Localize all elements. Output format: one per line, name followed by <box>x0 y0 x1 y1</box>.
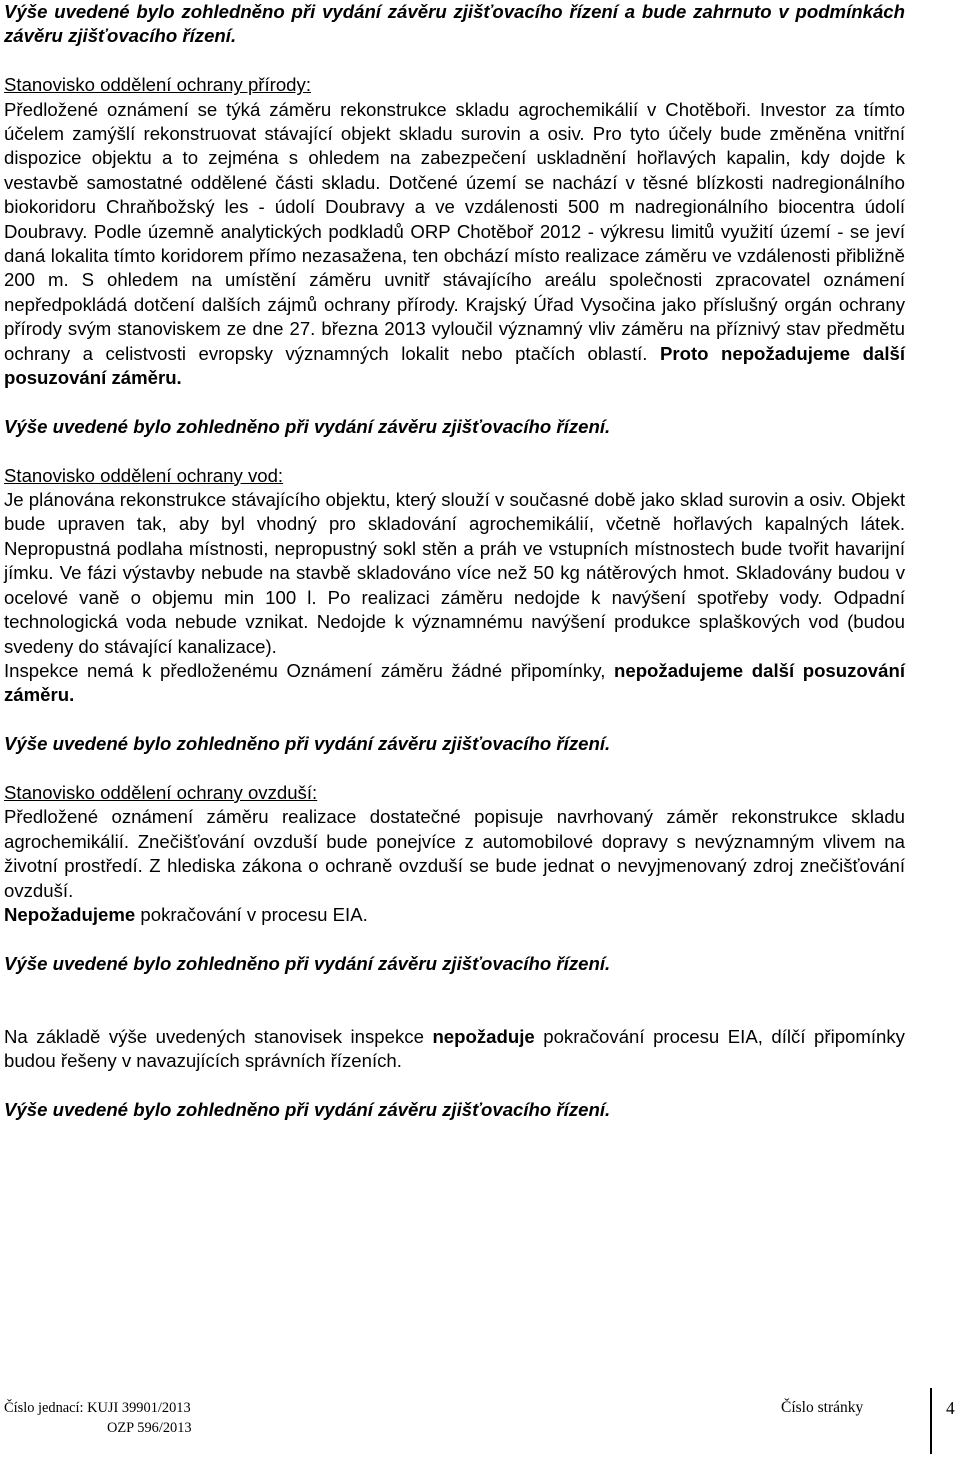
nature-protection-paragraph <box>4 98 905 391</box>
water-protection-paragraph-2 <box>4 659 905 708</box>
nature-protection-bold: Proto nepožadujeme další posuzování záměru. <box>4 342 905 389</box>
final-conclusion-text-a: Na základě výše uvedených stanovisek inspekce <box>4 1025 433 1047</box>
conclusion-note-1: Výše uvedené bylo zohledněno při vydání závěru zjišťovacího řízení a bude zahrnuto v podmínkách závěru zjišťovacího řízení. <box>4 1 905 47</box>
document-body <box>4 0 905 1123</box>
footer-divider <box>930 1388 932 1454</box>
air-protection-tail: pokračování v procesu EIA. <box>135 903 368 925</box>
air-protection-heading: Stanovisko oddělení ochrany ovzduší: <box>4 781 318 803</box>
conclusion-note-5: Výše uvedené bylo zohledněno při vydání závěru zjišťovacího řízení. <box>4 1099 611 1121</box>
reference-number-2: OZP 596/2013 <box>107 1420 192 1436</box>
water-protection-text: Je plánována rekonstrukce stávajícího objektu, který slouží v současné době jako sklad surovin a osiv. Objekt bude upraven tak, aby byl vhodný pro skladování agrochemikálií, včetně hořlavých kapalných látek. Nepropustná podlaha místnosti, nepropustný sokl stěn a práh ve vstupních místnostech bude tvořit havarijní jímku. Ve fázi výstavby nebude na stavbě skladováno více než 50 kg nátěrových hmot. Skladovány budou v ocelové vaně o objemu min 100 l. Po realizaci záměru nedojde k navýšení spotřeby vody. Odpadní technologická voda nebude vznikat. Nedojde k významnému navýšení produkce splaškových vod (budou svedeny do stávající kanalizace). <box>4 489 905 657</box>
conclusion-note-4: Výše uvedené bylo zohledněno při vydání závěru zjišťovacího řízení. <box>4 952 611 974</box>
conclusion-note-3: Výše uvedené bylo zohledněno při vydání závěru zjišťovacího řízení. <box>4 733 611 755</box>
air-protection-text: Předložené oznámení záměru realizace dostatečné popisuje navrhovaný záměr rekonstrukce skladu agrochemikálií. Znečišťování ovzduší bude ponejvíce z automobilové dopravy s nevýznamným vlivem na životní prostředí. Z hlediska zákona o ochraně ovzduší se bude jednat o nevyjmenovaný zdroj znečišťování ovzduší. <box>4 806 905 901</box>
water-protection-bold: nepožadujeme další posuzování záměru. <box>4 659 905 706</box>
reference-number: Číslo jednací: KUJI 39901/2013 <box>4 1400 191 1416</box>
conclusion-note-2: Výše uvedené bylo zohledněno při vydání závěru zjišťovacího řízení. <box>4 415 611 437</box>
final-conclusion-bold: nepožaduje <box>432 1025 535 1047</box>
air-protection-bold: Nepožadujeme <box>4 903 136 925</box>
final-conclusion-text-b: pokračování procesu EIA, dílčí připomínky budou řešeny v navazujících správních řízeních. <box>4 1025 905 1072</box>
nature-protection-heading: Stanovisko oddělení ochrany přírody: <box>4 74 311 96</box>
nature-protection-text: Předložené oznámení se týká záměru rekonstrukce skladu agrochemikálií v Chotěboři. Investor za tímto účelem zamýšlí rekonstruovat stávající objekt skladu surovin a osiv. Pro tyto účely bude změněna vnitřní dispozice objektu a to zejména s ohledem na zabezpečení uskladnění hořlavých kapalin, kdy dojde k vestavbě samostatné oddělené části skladu. Dotčené území se nachází v těsné blízkosti nadregionálního biokoridoru Chraňbožský les - údolí Doubravy a ve vzdálenosti 500 m nadregionálního biocentra údolí Doubravy. Podle územně analytických podkladů ORP Chotěboř 2012 - výkresu limitů využití území - se jeví daná lokalita tímto koridorem přímo nezasažena, ten obchází místo realizace záměru ve vzdálenosti přibližně 200 m. S ohledem na umístění záměru uvnitř stávajícího areálu společnosti zpracovatel oznámení nepředpokládá dotčení dalších zájmů ochrany přírody. Krajský Úřad Vysočina jako příslušný orgán ochrany přírody svým stanoviskem ze dne 27. března 2013 vyloučil významný vliv záměru na příznivý stav předmětu ochrany a celistvosti evropsky významných lokalit nebo ptačích oblastí. <box>4 98 905 364</box>
final-conclusion <box>4 1025 905 1074</box>
page-number: 4 <box>946 1398 955 1418</box>
water-protection-text-2: Inspekce nemá k předloženému Oznámení záměru žádné připomínky, <box>4 659 614 681</box>
water-protection-heading: Stanovisko oddělení ochrany vod: <box>4 464 284 486</box>
page-number-label: Číslo stránky <box>781 1399 864 1416</box>
air-protection-paragraph-2 <box>4 903 905 927</box>
